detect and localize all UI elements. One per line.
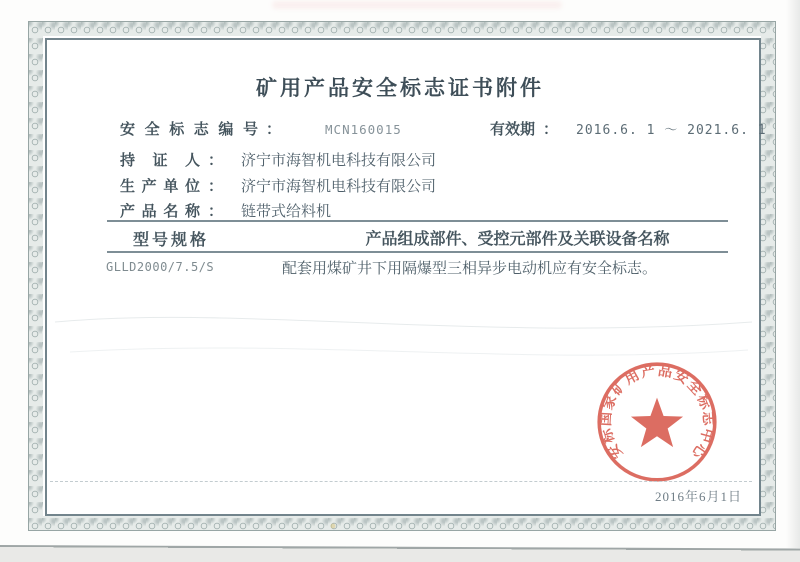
seal-star-icon (631, 398, 683, 447)
seal-text: 安标国家矿用产品安全标志中心 (598, 362, 717, 462)
mark-number-label: 安全标志编号 (120, 122, 258, 138)
dashed-separator-line (50, 481, 752, 482)
scan-artifact-top (272, 1, 562, 9)
colon: ： (208, 153, 224, 169)
issue-date: 2016年6月1日 (654, 489, 742, 504)
colon: ： (208, 179, 224, 195)
field-manufacturer (120, 175, 436, 195)
table-header-parts: 产品组成部件、受控元部件及关联设备名称 (365, 231, 670, 248)
field-holder (120, 149, 436, 169)
field-product-name (120, 200, 331, 220)
field-mark-number (120, 118, 402, 138)
field-validity (490, 118, 767, 139)
certificate-title: 矿用产品安全标志证书附件 (256, 76, 544, 100)
mark-number-value: MCN160015 (325, 122, 402, 137)
table-mid-rule (107, 251, 728, 253)
product-name-value: 链带式给料机 (241, 204, 332, 220)
colon: ： (543, 122, 559, 138)
product-name-label: 产品名称 (120, 204, 200, 220)
table-row-description: 配套用煤矿井下用隔爆型三相异步电动机应有安全标志。 (282, 261, 658, 277)
table-header-model: 型号规格 (133, 232, 210, 249)
validity-label: 有效期 (490, 122, 536, 138)
paper-bottom-edge (0, 545, 800, 562)
validity-value: 2016.6. 1 ～ 2021.6. 1 (576, 123, 767, 138)
manufacturer-label: 生产单位 (120, 179, 200, 195)
holder-value: 济宁市海智机电科技有限公司 (241, 153, 437, 169)
colon: ： (266, 122, 282, 138)
holder-label: 持证人 (120, 153, 200, 169)
table-row-model: GLLD2000/7.5/S (106, 260, 215, 274)
paper-right-edge-shadow (786, 0, 800, 548)
colon: ： (208, 204, 224, 220)
official-red-seal (586, 351, 728, 493)
table-top-rule (107, 220, 728, 222)
manufacturer-value: 济宁市海智机电科技有限公司 (241, 179, 437, 195)
